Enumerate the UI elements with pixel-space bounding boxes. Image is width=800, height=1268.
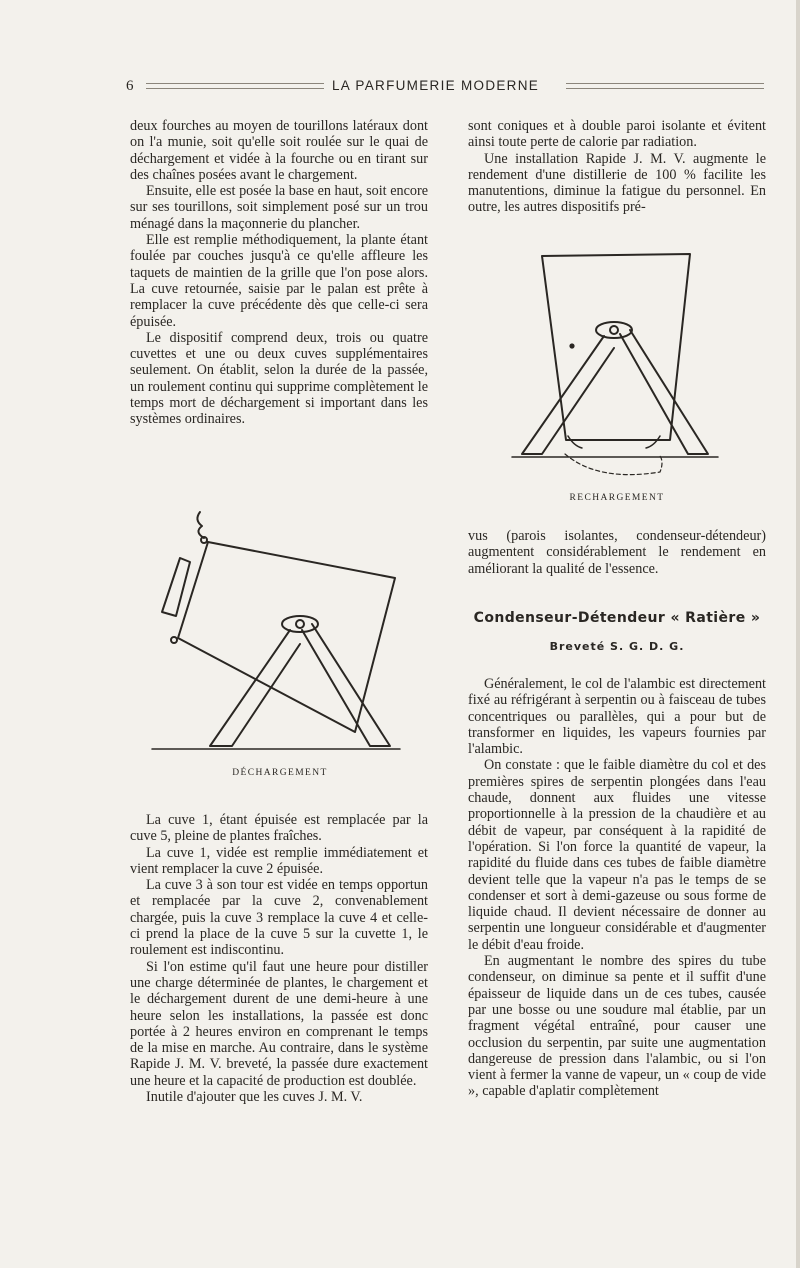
unloading-illustration [150, 500, 410, 760]
header-rule-left [146, 83, 324, 89]
trunnion-bearing [596, 322, 632, 338]
figure-caption-reloading: RECHARGEMENT [569, 493, 665, 503]
paragraph: La cuve 1, étant épuisée est remplacée par la cuve 5, pleine de plantes fraîches. [130, 812, 428, 845]
paragraph: Elle est remplie méthodiquement, la plante étant foulée par couches jusqu'à ce qu'elle affleure les taquets de maintien de la grille que l'on pose alors. La cuve retournée, saisie par le palan est prête à remplacer la cuve précédente dès que celle-ci sera épuisée. [130, 232, 428, 330]
page-edge [796, 0, 800, 1268]
paragraph: Généralement, le col de l'alambic est directement fixé au réfrigérant à serpentin ou à faisceau de tubes concentriques ou parallèles, qui a pour but de transformer en liquides, les vapeurs fournies par l'alambic. [468, 676, 766, 758]
page-number: 6 [126, 78, 134, 94]
right-column-bottom [468, 676, 766, 1100]
paragraph: Si l'on estime qu'il faut une heure pour distiller une charge déterminée de plantes, le chargement et le déchargement durent de une demi-heure à une heure selon les installations, la passée est donc portée à 2 heures environ en comprenant le temps de la mise en marche. Au contraire, dans le système Rapide J. M. V. breveté, la passée dure exactement une heure et la capacité de production est doublée. [130, 958, 428, 1089]
stand-right-leg [620, 330, 708, 454]
section-title: Condenseur-Détendeur « Ratière » [473, 610, 761, 626]
trunnion-pin [610, 326, 618, 334]
trunnion-pin [296, 620, 304, 628]
left-column-bottom [130, 812, 428, 1105]
support-chains [568, 436, 660, 448]
paragraph: Ensuite, elle est posée la base en haut, soit encore sur ses tourillons, soit simplement posé sur un trou ménagé dans la maçonnerie du plancher. [130, 183, 428, 232]
header-rule-right [566, 83, 764, 89]
paragraph: La cuve 3 à son tour est vidée en temps opportun et remplacée par la cuve 2, convenablement chargée, puis la cuve 3 remplace la cuve 4 et celle-ci prend la place de la cuve 5 sur la cuvette 1, le roulement est indiscontinu. [130, 877, 428, 959]
stand-left-leg [210, 630, 300, 746]
tank-ring [171, 637, 177, 643]
paragraph: Inutile d'ajouter que les cuves J. M. V. [146, 1089, 363, 1106]
hoist-chain [197, 512, 204, 538]
tank-rivet [570, 344, 573, 347]
left-column-top [130, 118, 428, 428]
section-subtitle: Breveté S. G. D. G. [549, 640, 685, 653]
running-header [124, 78, 766, 98]
figure-caption-unloading: DÉCHARGEMENT [232, 768, 328, 778]
paragraph: On constate : que le faible diamètre du col et des premières spires de serpentin plongées dans l'eau chaude, donnent aux fluides une vitesse proportionnelle à la pression de la chaudière et au débit de vapeur, par conséquent à la rapidité de l'opération. Si l'on force la quantité de vapeur, la rapidité du fluide dans ces tubes de faible diamètre devient telle que la vapeur n'a pas le temps de se condenser et sort à demi-gazeuse ou sous forme de liquide chaud. Il devient nécessaire de donner au serpentin une longueur considérable et d'augmenter le débit d'eau froide. [468, 757, 766, 953]
right-column-middle [468, 528, 766, 577]
paragraph: La cuve 1, vidée est remplie immédiatement et vient remplacer la cuve 2 épuisée. [130, 844, 428, 877]
paragraph: vus (parois isolantes, condenseur-détendeur) augmentent considérablement le rendement en améliorant la qualité de l'essence. [468, 528, 766, 577]
tank-body [542, 254, 690, 440]
tank-base [162, 558, 190, 616]
paragraph: Une installation Rapide J. M. V. augmente le rendement d'une distillerie de 100 % facilite les manutentions, diminue la fatigue du personnel. En outre, les autres dispositifs pré- [468, 150, 766, 216]
paragraph: En augmentant le nombre des spires du tube condenseur, on diminue sa pente et il suffit d'une épaisseur de liquide dans un de ces tubes, causée par une bosse ou une soudure mal établie, par un fragment végétal entraîné, pour causer une occlusion du serpentin, par suite une augmentation dangereuse de pression dans l'alambic, ou si l'on vient à fermer la vanne de vapeur, un « coup de vide », capable d'aplatir complètement [468, 953, 766, 1100]
journal-title: LA PARFUMERIE MODERNE [332, 78, 540, 93]
paragraph: Le dispositif comprend deux, trois ou quatre cuvettes et une ou deux cuves supplémentaires seulement. On établit, selon la durée de la passée, un roulement continu qui supprime complètement le temps mort de déchargement si important dans les systèmes ordinaires. [130, 329, 428, 428]
paragraph: deux fourches au moyen de tourillons latéraux dont on l'a munie, soit qu'elle soit roulée sur le quai de déchargement et vidée à la fourche ou en tirant sur des chaînes posées avant le chargement. [130, 118, 428, 183]
paragraph: sont coniques et à double paroi isolante et évitent ainsi toute perte de calorie par radiation. [468, 118, 766, 151]
reloading-illustration [510, 250, 720, 480]
chain-hook [201, 537, 207, 543]
right-column-top [468, 118, 766, 216]
